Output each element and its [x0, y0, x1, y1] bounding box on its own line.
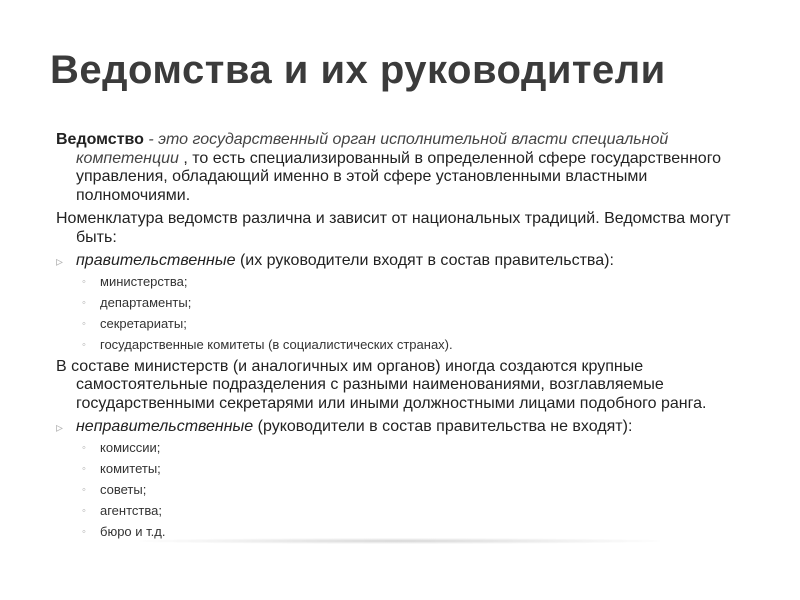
- bullet-nongovernmental: [56, 418, 746, 437]
- list-item: ◦ комитеты;: [82, 460, 161, 476]
- list-item: ◦ министерства;: [82, 273, 188, 289]
- circle-bullet-icon: ◦: [82, 275, 86, 288]
- arrow-bullet-icon: ▹: [56, 419, 64, 435]
- definition-italic: - это государственный орган исполнительной власти специальной компетенции: [76, 131, 669, 167]
- list-item: ◦ бюро и т.д.: [82, 523, 166, 539]
- bullet-governmental-italic: правительственные: [76, 252, 236, 269]
- slide-content: [56, 131, 746, 545]
- list-item: ◦ секретариаты;: [82, 315, 187, 331]
- term-vedomstvo: Ведомство: [56, 131, 144, 148]
- bullet-nongovernmental-italic: неправительственные: [76, 418, 254, 435]
- list-governmental: [56, 274, 746, 353]
- bullet-governmental: [56, 252, 746, 271]
- circle-bullet-icon: ◦: [82, 441, 86, 454]
- list-item: ◦ советы;: [82, 481, 147, 497]
- circle-bullet-icon: ◦: [82, 504, 86, 517]
- list-item: ◦ департаменты;: [82, 294, 192, 310]
- arrow-bullet-icon: ▹: [56, 253, 64, 269]
- paragraph-nomenclature: Номенклатура ведомств различна и зависит от национальных традиций. Ведомства могут быть:: [56, 210, 731, 246]
- list-nongovernmental: [56, 440, 746, 540]
- list-item: ◦ государственные комитеты (в социалистических странах).: [82, 336, 453, 352]
- paragraph-ministries: В составе министерств (и аналогичных им органов) иногда создаются крупные самостоятельные подразделения с разными наименованиями, возглавляемые государственными секретарями или иными должностными лицами подобного ранга.: [56, 357, 707, 412]
- circle-bullet-icon: ◦: [82, 296, 86, 309]
- circle-bullet-icon: ◦: [82, 525, 86, 538]
- circle-bullet-icon: ◦: [82, 338, 86, 351]
- paragraph-definition: [56, 131, 746, 205]
- slide-title: Ведомства и их руководители: [50, 48, 666, 92]
- bottom-shadow-divider: [140, 538, 660, 544]
- bullet-nongovernmental-rest: (руководители в состав правительства не входят):: [253, 418, 633, 435]
- bullet-governmental-rest: (их руководители входят в состав правительства):: [235, 252, 614, 269]
- list-item: ◦ комиссии;: [82, 439, 161, 455]
- list-item: ◦ агентства;: [82, 502, 162, 518]
- circle-bullet-icon: ◦: [82, 483, 86, 496]
- circle-bullet-icon: ◦: [82, 462, 86, 475]
- definition-rest: , то есть специализированный в определенной сфере государственного управления, обладающий именно в этой сфере установленными властными полномочиями.: [76, 149, 722, 204]
- circle-bullet-icon: ◦: [82, 317, 86, 330]
